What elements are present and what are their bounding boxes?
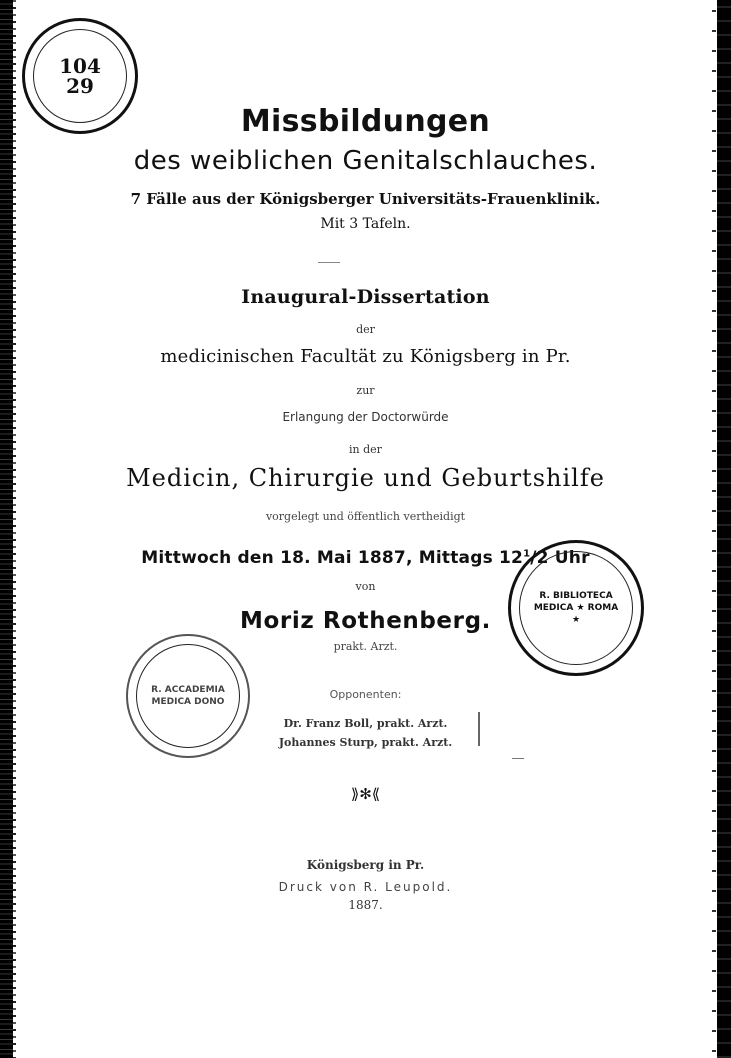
stamp-ring bbox=[136, 644, 240, 748]
von-text: von bbox=[355, 580, 376, 593]
stamp-shelfmark-line2: 29 bbox=[66, 74, 94, 98]
zur-text: zur bbox=[356, 384, 375, 397]
dissertation-heading: Inaugural-Dissertation bbox=[241, 286, 490, 308]
in-der-text: in der bbox=[349, 443, 382, 456]
stamp-left-text: R. ACCADEMIA MEDICA DONO bbox=[151, 685, 225, 707]
academy-stamp-left bbox=[126, 634, 250, 758]
margin-dash bbox=[512, 758, 524, 759]
erlangung-line: Erlangung der Doctorwürde bbox=[282, 410, 449, 424]
printer-line: Druck von R. Leupold. bbox=[278, 880, 453, 894]
date-frac: 1 bbox=[523, 548, 531, 560]
margin-mark bbox=[478, 712, 480, 746]
stamp-shelfmark-line1: 104 bbox=[59, 54, 101, 78]
date-rest: /2 Uhr bbox=[530, 548, 590, 568]
ornament: ⟫✻⟪ bbox=[350, 785, 381, 803]
library-stamp-right bbox=[508, 540, 644, 676]
stamp-shelfmark bbox=[59, 56, 101, 96]
author-title: prakt. Arzt. bbox=[333, 640, 398, 653]
der-text: der bbox=[356, 323, 375, 336]
plates-line: Mit 3 Tafeln. bbox=[320, 216, 411, 232]
faculty-line: medicinischen Facultät zu Königsberg in Pr. bbox=[160, 346, 571, 367]
divider-rule bbox=[318, 262, 340, 263]
opponent-2: Johannes Sturp, prakt. Arzt. bbox=[278, 736, 453, 749]
page-title: Missbildungen bbox=[240, 104, 491, 139]
vorgelegt-line: vorgelegt und öffentlich vertheidigt bbox=[265, 510, 466, 523]
opponents-label: Opponenten: bbox=[329, 688, 402, 701]
publication-year: 1887. bbox=[348, 898, 383, 912]
fields-line: Medicin, Chirurgie und Geburtshilfe bbox=[126, 464, 605, 492]
cases-line: 7 Fälle aus der Königsberger Universitäts-Frauenklinik. bbox=[130, 190, 601, 208]
publication-place: Königsberg in Pr. bbox=[306, 858, 425, 872]
stamp-right-text: R. BIBLIOTECA MEDICA ★ ROMA ★ bbox=[533, 591, 619, 625]
opponent-1: Dr. Franz Boll, prakt. Arzt. bbox=[283, 717, 448, 730]
author-name: Moriz Rothenberg. bbox=[240, 608, 491, 634]
page-subtitle: des weiblichen Genitalschlauches. bbox=[133, 146, 598, 176]
date-main: Mittwoch den 18. Mai 1887, Mittags 12 bbox=[141, 548, 524, 568]
